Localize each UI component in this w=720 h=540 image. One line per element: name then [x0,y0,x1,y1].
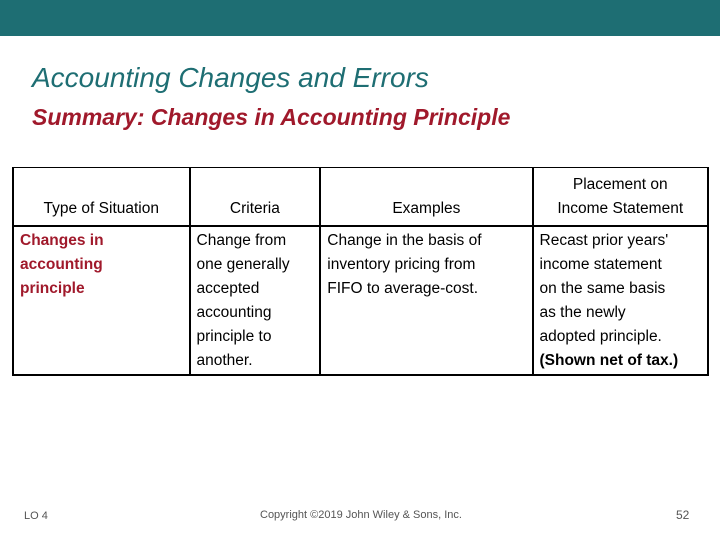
cell-line: Recast prior years' [539,231,669,249]
cell-line: adopted principle. [539,327,662,345]
cell-line: FIFO to average-cost. [327,279,479,297]
summary-table [12,167,709,376]
cell-line: Changes in [20,231,104,249]
table-row [13,226,708,376]
cell-situation [13,226,190,376]
header-placement-line2: Income Statement [557,199,684,217]
cell-examples [320,226,532,376]
top-bar [0,0,720,36]
cell-line: accounting [20,255,103,273]
slide-title: Accounting Changes and Errors [32,62,429,93]
cell-line: as the newly [539,303,626,321]
cell-line: Change in the basis of [327,231,482,249]
page-number: 52 [676,508,690,522]
cell-line: principle [20,279,85,297]
cell-line: another. [196,351,253,369]
cell-line: principle to [196,327,272,345]
cell-line: one generally [196,255,290,273]
cell-line: income statement [539,255,662,273]
header-type-of-situation: Type of Situation [13,168,190,226]
cell-line: accepted [196,279,260,297]
header-placement-line1: Placement on [572,175,668,193]
cell-placement [533,226,709,376]
cell-line: Change from [196,231,287,249]
header-placement [533,168,709,226]
cell-criteria [190,226,321,376]
table-header-row [13,168,708,226]
placement-note: (Shown net of tax.) [539,351,679,369]
header-examples: Examples [320,168,532,226]
header-criteria: Criteria [190,168,321,226]
cell-line: inventory pricing from [327,255,476,273]
cell-line: accounting [196,303,272,321]
learning-objective-label: LO 4 [24,510,48,522]
cell-line: on the same basis [539,279,666,297]
copyright-notice: Copyright ©2019 John Wiley & Sons, Inc. [260,509,462,521]
slide-subtitle: Summary: Changes in Accounting Principle [32,104,511,130]
summary-table-wrapper [12,167,709,376]
